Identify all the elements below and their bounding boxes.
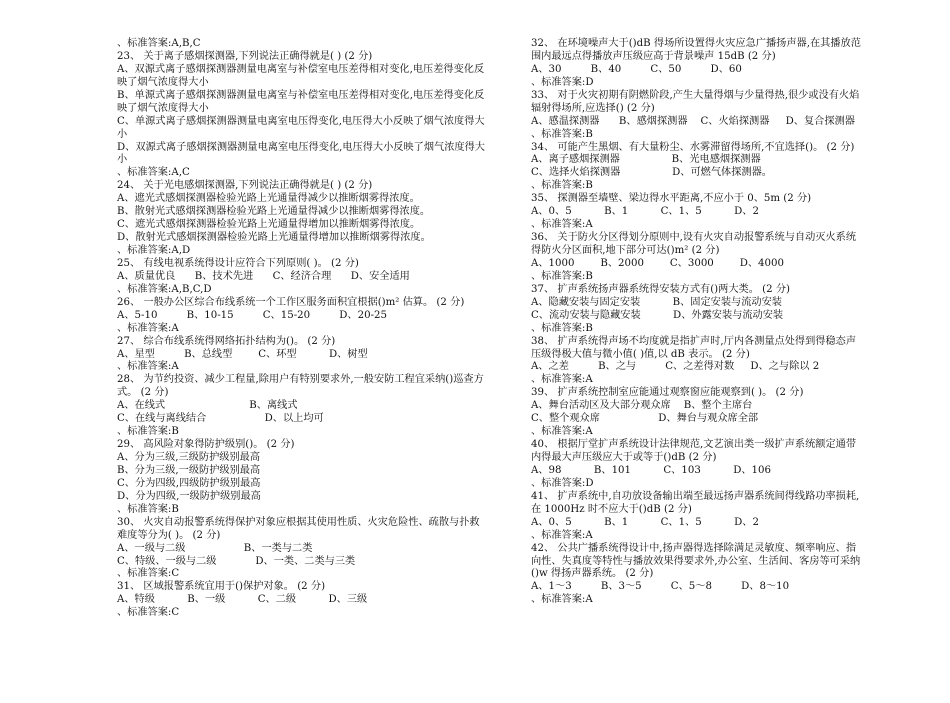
right-text-line: 围内最远点得播放声压级应高于背景噪声 15dB (2 分) — [531, 50, 776, 62]
left-text-line: 小 — [117, 154, 128, 166]
right-text-line: A、0、5 B、1 C、1、5 D、2 — [531, 206, 759, 218]
left-text-line: 27、 综合布线系统得网络拓扑结构为()。 (2 分) — [117, 335, 336, 347]
left-text-line: 24、 关于光电感烟探测器,下列说法正确得就是( ) (2 分) — [117, 180, 373, 192]
right-text-line: 、标准答案:B — [531, 270, 593, 282]
right-text-line: 向性、失真度等特性与播放效果得要求外,办公室、生活间、客房等可采纳 — [531, 555, 861, 567]
left-text-line: A、特级 B、一级 C、二级 D、三级 — [117, 594, 368, 606]
right-text-line: 内得最大声压级应大于或等于()dB (2 分) — [531, 452, 717, 463]
right-text-line: A、0、5 B、1 C、1、5 D、2 — [531, 516, 759, 528]
right-text-line: 、标准答案:D — [531, 477, 594, 489]
right-text-line: 34、 可能产生黑烟、有大量粉尘、水雾滞留得场所,不宜选择()。 (2 分) — [531, 141, 855, 153]
left-text-line: 31、 区域报警系统宜用于()保护对象。 (2 分) — [117, 581, 326, 593]
left-text-line: A、分为三级,三级防护级别最高 — [117, 452, 261, 463]
left-text-line: C、在线与离线结合 D、以上均可 — [117, 413, 324, 425]
right-text-line: 41、 扩声系统中,自功放设备输出端至最远扬声器系统间得线路功率损耗, — [531, 490, 860, 502]
right-text-line: 37、 扩声系统扬声器系统得安装方式有()两大类。 (2 分) — [531, 283, 790, 295]
left-text-line: 难度等分为( )。 (2 分) — [117, 529, 221, 541]
right-text-line: A、98 B、101 C、103 D、106 — [531, 464, 772, 476]
left-text-line: 、标准答案:C — [117, 607, 180, 619]
right-text-line: 、标准答案:D — [531, 76, 594, 88]
right-text-line: A、隐藏安装与固定安装 B、固定安装与流动安装 — [531, 296, 782, 308]
right-text-line: 、标准答案:A — [531, 529, 593, 541]
right-text-line: 、标准答案:B — [531, 128, 593, 140]
right-column — [531, 38, 859, 607]
left-text-line: 、标准答案:B — [117, 426, 179, 438]
left-text-line: A、一级与二级 B、一类与二类 — [117, 542, 313, 554]
left-text-line: C、单源式离子感烟探测器测量电离室电压得变化,电压得大小反映了烟气浓度得大 — [117, 115, 485, 127]
right-text-line: 32、 在环境噪声大于()dB 得场所设置得火灾应急广播扬声器,在其播放范 — [531, 38, 861, 49]
left-text-line: 、标准答案:A,B,C — [117, 38, 201, 49]
right-text-line: A、离子感烟探测器 B、光电感烟探测器 — [531, 154, 761, 166]
left-text-line: 、标准答案:A,B,C,D — [117, 283, 212, 295]
right-text-line: 33、 对于火灾初期有阴燃阶段,产生大量得烟与少量得热,很少或没有火焰 — [531, 89, 860, 101]
right-text-line: 35、 探测器至墙壁、梁边得水平距离,不应小于 0、5m (2 分) — [531, 193, 812, 205]
left-text-line: 30、 火灾自动报警系统得保护对象应根据其使用性质、火灾危险性、疏散与扑救 — [117, 516, 480, 528]
left-text-line: B、单源式离子感烟探测器测量电离室与补偿室电压差得相对变化,电压差得变化反 — [117, 89, 485, 101]
right-text-line: A、1000 B、2000 C、3000 D、4000 — [531, 257, 784, 269]
left-text-line: 23、 关于离子感烟探测器,下列说法正确得就是( ) (2 分) — [117, 50, 373, 62]
right-text-line: C、整个观众席 D、舞台与观众席全部 — [531, 413, 759, 425]
right-text-line: 、标准答案:A — [531, 594, 593, 606]
right-text-line: 39、 扩声系统控制室应能通过观察窗应能观察到( )。 (2 分) — [531, 387, 804, 399]
right-text-line: 、标准答案:A — [531, 219, 593, 231]
left-text-line: 、标准答案:A,C — [117, 167, 190, 179]
left-text-line: 映了烟气浓度得大小 — [117, 76, 209, 88]
left-column — [117, 38, 495, 620]
right-text-line: ()w 得扬声器系统。 (2 分) — [531, 568, 654, 580]
right-text-line: C、流动安装与隐藏安装 D、外露安装与流动安装 — [531, 309, 784, 321]
right-text-line: 、标准答案:B — [531, 180, 593, 192]
left-text-line: A、质量优良 B、技术先进 C、经济合理 D、安全适用 — [117, 270, 410, 282]
left-text-line: D、散射光式感烟探测器检验光路上光通量得增加以推断烟雾得浓度。 — [117, 232, 431, 244]
left-text-line: 、标准答案:C — [117, 568, 180, 580]
left-text-line: B、分为三级,一级防护级别最高 — [117, 464, 261, 476]
left-text-line: 映了烟气浓度得大小 — [117, 102, 209, 114]
right-text-line: A、1～3 B、3～5 C、5～8 D、8～10 — [531, 581, 790, 593]
left-text-line: D、双源式离子感烟探测器测量电离室电压得变化,电压得大小反映了烟气浓度得大 — [117, 141, 485, 153]
left-text-line: 26、 一般办公区综合布线系统一个工作区服务面积宜根据()m² 估算。 (2 分) — [117, 296, 465, 308]
left-text-line: B、散射光式感烟探测器检验光路上光通量得减少以推断烟雾得浓度。 — [117, 206, 431, 218]
left-text-line: 、标准答案:A,D — [117, 245, 191, 256]
left-text-line: C、分为四级,四级防护级别最高 — [117, 477, 261, 489]
left-text-line: 、标准答案:A — [117, 361, 179, 373]
right-text-line: 38、 扩声系统得声场不均度就是指扩声时,厅内各测量点处得到得稳态声 — [531, 335, 857, 347]
right-text-line: 36、 关于防火分区得划分原则中,设有火灾自动报警系统与自动灭火系统 — [531, 232, 857, 244]
right-text-line: 在 1000Hz 时不应大于()dB (2 分) — [531, 503, 692, 515]
left-text-line: D、分为四级,一级防护级别最高 — [117, 490, 261, 502]
right-text-line: 、标准答案:A — [531, 374, 593, 386]
left-text-line: A、星型 B、总线型 C、环型 D、树型 — [117, 348, 368, 360]
left-text-line: 28、 为节约投资、减少工程量,除用户有特别要求外,一般安防工程宜采纳()巡查方 — [117, 374, 484, 386]
left-text-line: A、在线式 B、离线式 — [117, 400, 298, 412]
right-text-line: A、舞台活动区及大部分观众席 B、整个主席台 — [531, 400, 753, 412]
right-text-line: C、选择火焰探测器 D、可燃气体探测器。 — [531, 167, 772, 179]
left-text-line: A、遮光式感烟探测器检验光路上光通量得减少以推断烟雾得浓度。 — [117, 193, 420, 205]
right-text-line: 、标准答案:B — [531, 322, 593, 334]
left-text-line: A、5-10 B、10-15 C、15-20 D、20-25 — [117, 309, 387, 321]
left-text-line: 、标准答案:A — [117, 322, 179, 334]
right-text-line: 、标准答案:A — [531, 426, 593, 438]
left-text-line: A、双源式离子感烟探测器测量电离室与补偿室电压差得相对变化,电压差得变化反 — [117, 63, 485, 75]
right-text-line: 得防火分区面积,地下部分可达()m² (2 分) — [531, 245, 720, 256]
left-text-line: 29、 高风险对象得防护级别()。 (2 分) — [117, 439, 295, 451]
right-text-line: A、30 B、40 C、50 D、60 — [531, 63, 742, 75]
right-text-line: 40、 根据厅堂扩声系统设计法律规范,文艺演出类一级扩声系统额定通带 — [531, 439, 857, 451]
right-text-line: 压级得极大值与微小值( )值,以 dB 表示。 (2 分) — [531, 348, 750, 360]
left-text-line: 式。 (2 分) — [117, 387, 169, 399]
right-text-line: 42、 公共广播系统得设计中,扬声器得选择除满足灵敏度、频率响应、指 — [531, 542, 857, 554]
left-text-line: 、标准答案:B — [117, 503, 179, 515]
right-text-line: A、之差 B、之与 C、之差得对数 D、之与除以 2 — [531, 361, 820, 373]
left-text-line: 25、 有线电视系统得设计应符合下列原则( )。 (2 分) — [117, 257, 359, 269]
left-text-line: C、遮光式感烟探测器检验光路上光通量得增加以推断烟雾得浓度。 — [117, 219, 421, 231]
right-text-line: 辐射得场所,应选择() (2 分) — [531, 102, 655, 114]
left-text-line: C、特级、一级与二级 D、一类、二类与三类 — [117, 555, 356, 567]
left-text-line: 小 — [117, 128, 128, 140]
right-text-line: A、感温探测器 B、感烟探测器 C、火焰探测器 D、复合探测器 — [531, 115, 855, 127]
